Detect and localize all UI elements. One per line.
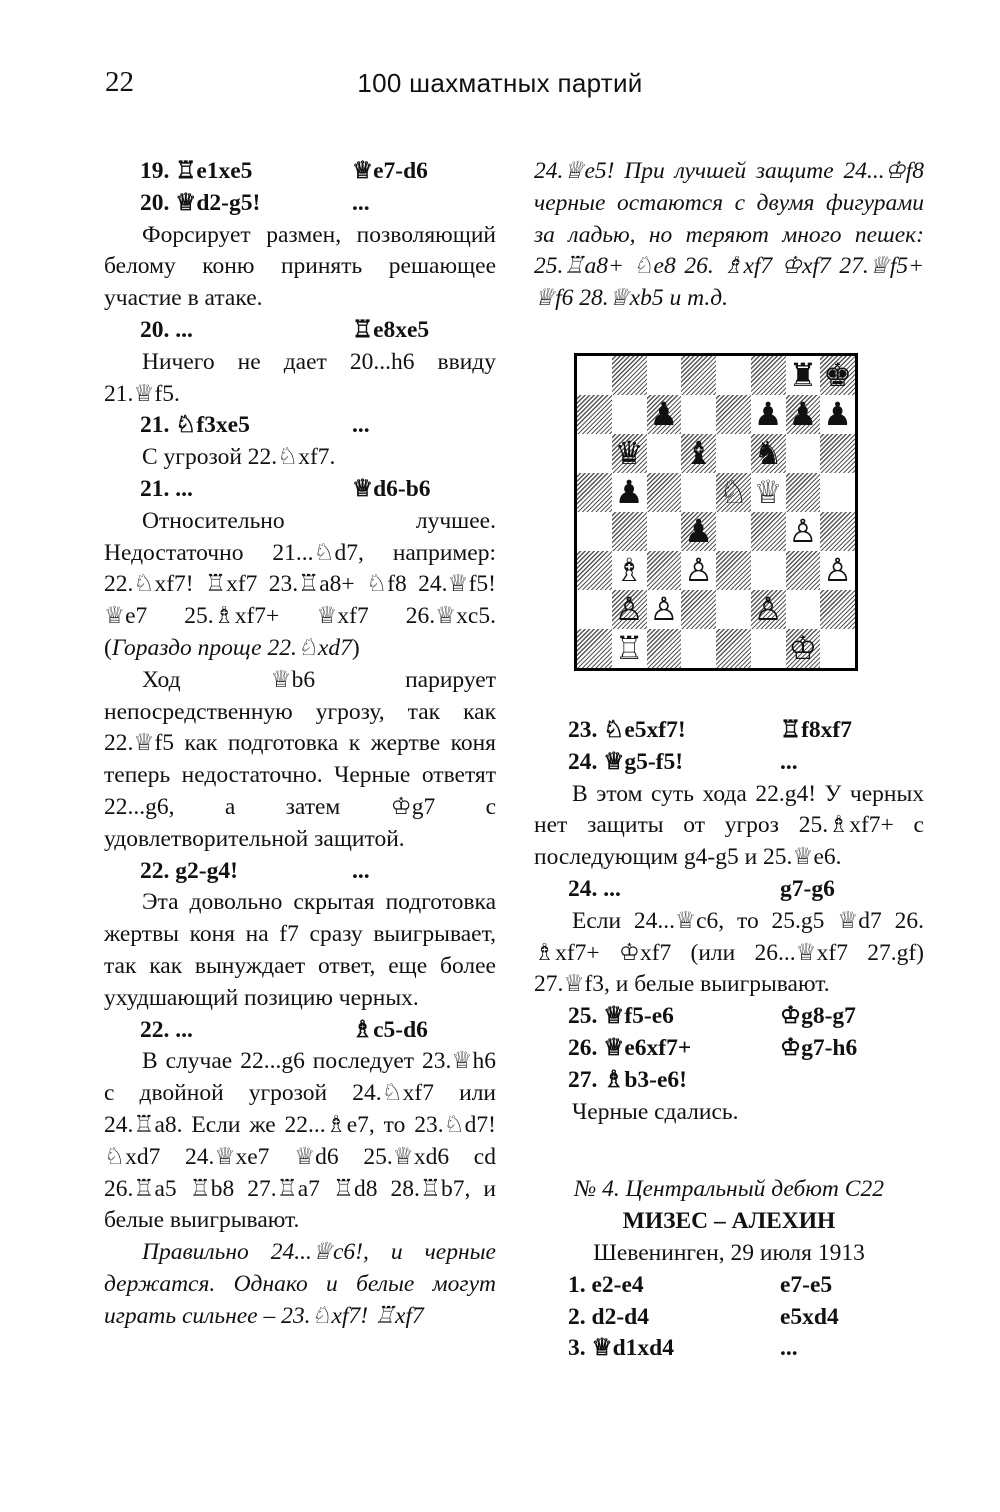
white-move: 22. ... bbox=[140, 1016, 193, 1043]
square-a5 bbox=[577, 473, 612, 512]
black-knight-icon: ♞ bbox=[753, 434, 783, 473]
square-b8 bbox=[612, 356, 647, 395]
move-line bbox=[104, 156, 496, 188]
square-c6 bbox=[647, 434, 682, 473]
game-title: № 4. Центральный дебют C22 bbox=[574, 1176, 884, 1203]
white-rook-icon: ♖ bbox=[614, 629, 644, 668]
square-g2 bbox=[786, 590, 821, 629]
white-move: 24. ♕g5-f5! bbox=[568, 748, 684, 775]
square-b4 bbox=[612, 512, 647, 551]
square-d3 bbox=[681, 551, 716, 590]
square-f1 bbox=[751, 629, 786, 668]
square-c1 bbox=[647, 629, 682, 668]
move-line bbox=[104, 315, 496, 347]
white-move: 3. ♕d1xd4 bbox=[568, 1335, 674, 1362]
black-bishop-icon: ♝ bbox=[684, 434, 713, 473]
white-pawn-icon: ♙ bbox=[788, 512, 818, 551]
square-e5 bbox=[716, 473, 751, 512]
square-a3 bbox=[577, 551, 612, 590]
white-move: 27. ♗b3-e6! bbox=[568, 1066, 687, 1093]
black-pawn-icon: ♟ bbox=[788, 395, 818, 434]
square-h1 bbox=[820, 629, 855, 668]
square-h5 bbox=[820, 473, 855, 512]
square-c3 bbox=[647, 551, 682, 590]
commentary-paragraph-italic: Правильно 24...♕c6!, и черные держатся. Однако и белые могут играть сильнее – 23.♘xf7! ♖xf7 bbox=[104, 1239, 496, 1329]
running-title: 100 шахматных партий bbox=[357, 68, 643, 98]
commentary-paragraph: Черные сдались. bbox=[572, 1098, 739, 1125]
square-f6 bbox=[751, 434, 786, 473]
black-queen-icon: ♛ bbox=[614, 434, 644, 473]
white-move: 20. ♕d2-g5! bbox=[140, 189, 261, 216]
black-pawn-icon: ♟ bbox=[614, 473, 644, 512]
square-d2 bbox=[681, 590, 716, 629]
square-b7 bbox=[612, 395, 647, 434]
square-c4 bbox=[647, 512, 682, 551]
black-move: ♖f8xf7 bbox=[780, 716, 852, 743]
white-move: 25. ♕f5-e6 bbox=[568, 1003, 674, 1030]
white-move: 2. d2-d4 bbox=[568, 1303, 649, 1330]
black-rook-icon: ♜ bbox=[788, 356, 818, 395]
move-line bbox=[534, 1333, 924, 1365]
move-line bbox=[534, 1302, 924, 1334]
square-f4 bbox=[751, 512, 786, 551]
square-h3 bbox=[820, 551, 855, 590]
white-pawn-icon: ♙ bbox=[649, 590, 679, 629]
square-a8 bbox=[577, 356, 612, 395]
square-c7 bbox=[647, 395, 682, 434]
square-b2 bbox=[612, 590, 647, 629]
square-e1 bbox=[716, 629, 751, 668]
square-f8 bbox=[751, 356, 786, 395]
left-column bbox=[104, 156, 496, 1332]
square-e7 bbox=[716, 395, 751, 434]
white-knight-icon: ♘ bbox=[719, 473, 748, 512]
square-a4 bbox=[577, 512, 612, 551]
white-pawn-icon: ♙ bbox=[614, 590, 644, 629]
white-move: 26. ♕e6xf7+ bbox=[568, 1034, 692, 1061]
black-move: ♕d6-b6 bbox=[352, 475, 431, 502]
square-f2 bbox=[751, 590, 786, 629]
square-g3 bbox=[786, 551, 821, 590]
square-f5 bbox=[751, 473, 786, 512]
white-pawn-icon: ♙ bbox=[753, 590, 783, 629]
commentary-paragraph: С угрозой 22.♘xf7. bbox=[142, 444, 336, 471]
commentary-paragraph: Ход ♕b6 парирует непосредственную угрозу, так как 22.♕f5 как подготовка к жертве коня теперь недостаточно. Черные ответят 22...g6, а затем ♔g7 с удовлетворительной защитой. bbox=[104, 666, 496, 852]
square-e2 bbox=[716, 590, 751, 629]
square-a6 bbox=[577, 434, 612, 473]
black-move: ♗c5-d6 bbox=[352, 1016, 428, 1043]
square-g7 bbox=[786, 395, 821, 434]
white-move: 22. g2-g4! bbox=[140, 857, 238, 884]
square-e8 bbox=[716, 356, 751, 395]
square-a7 bbox=[577, 395, 612, 434]
chess-board bbox=[577, 356, 855, 668]
square-g6 bbox=[786, 434, 821, 473]
square-c5 bbox=[647, 473, 682, 512]
square-a1 bbox=[577, 629, 612, 668]
black-pawn-icon: ♟ bbox=[753, 395, 783, 434]
move-line bbox=[534, 1270, 924, 1302]
square-e3 bbox=[716, 551, 751, 590]
black-move: ... bbox=[352, 857, 370, 884]
move-line bbox=[104, 856, 496, 888]
white-pawn-icon: ♙ bbox=[823, 551, 852, 590]
commentary-text: Относительно лучшее. Недостаточно 21...♘d7, например: 22.♘xf7! ♖xf7 23.♖a8+ ♘f8 24.♕f5! ♕e7 25.♗xf7+ ♕xf7 26.♕xc5. ( bbox=[104, 507, 496, 661]
move-line bbox=[104, 1015, 496, 1047]
square-g4 bbox=[786, 512, 821, 551]
square-h8 bbox=[820, 356, 855, 395]
page-header bbox=[0, 66, 1000, 106]
square-e6 bbox=[716, 434, 751, 473]
black-move: e5xd4 bbox=[780, 1303, 839, 1330]
game-place-date: Шевенинген, 29 июля 1913 bbox=[593, 1239, 865, 1266]
game-players: МИЗЕС – АЛЕХИН bbox=[622, 1208, 836, 1235]
commentary-paragraph-italic: 24.♕e5! При лучшей защите 24...♔f8 черные остаются с двумя фигурами за ладью, но теряют много пешек: 25.♖a8+ ♘e8 26. ♗xf7 ♔xf7 27.♕f5+ ♕f6 28.♕xb5 и т.д. bbox=[534, 158, 924, 312]
square-c2 bbox=[647, 590, 682, 629]
move-line bbox=[534, 747, 924, 779]
square-d8 bbox=[681, 356, 716, 395]
black-move: ♕e7-d6 bbox=[352, 158, 428, 184]
commentary-text: ) bbox=[351, 634, 360, 661]
white-move: 23. ♘e5xf7! bbox=[568, 716, 686, 743]
black-king-icon: ♚ bbox=[823, 356, 852, 395]
commentary-paragraph: Если 24...♕c6, то 25.g5 ♕d7 26. ♗xf7+ ♔xf7 (или 26...♕xf7 27.gf) 27.♕f3, и белые выигрывают. bbox=[534, 907, 924, 998]
black-move: ... bbox=[352, 412, 370, 439]
square-g8 bbox=[786, 356, 821, 395]
square-e4 bbox=[716, 512, 751, 551]
black-pawn-icon: ♟ bbox=[823, 395, 852, 434]
square-b1 bbox=[612, 629, 647, 668]
square-g5 bbox=[786, 473, 821, 512]
black-move: g7-g6 bbox=[780, 875, 835, 902]
white-move: 1. e2-e4 bbox=[568, 1271, 644, 1298]
square-h7 bbox=[820, 395, 855, 434]
square-b3 bbox=[612, 551, 647, 590]
commentary-paragraph: В случае 22...g6 последует 23.♕h6 с двойной угрозой 24.♘xf7 или 24.♖a8. Если же 22...♗e7, то 23.♘d7! ♘xd7 24.♕xe7 ♕d6 25.♕xd6 cd 26.♖a5 ♖b8 27.♖a7 ♖d8 28.♖b7, и белые выигрывают. bbox=[104, 1048, 496, 1234]
square-d7 bbox=[681, 395, 716, 434]
move-line bbox=[534, 874, 924, 906]
square-f7 bbox=[751, 395, 786, 434]
white-king-icon: ♔ bbox=[788, 629, 818, 668]
move-line bbox=[104, 410, 496, 442]
black-move: ... bbox=[780, 748, 798, 775]
commentary-paragraph: В этом суть хода 22.g4! У черных нет защиты от угроз 25.♗xf7+ с последующим g4-g5 и 25.♕e6. bbox=[534, 780, 924, 871]
white-move: 24. ... bbox=[568, 875, 621, 902]
black-pawn-icon: ♟ bbox=[649, 395, 679, 434]
square-g1 bbox=[786, 629, 821, 668]
square-d4 bbox=[681, 512, 716, 551]
game-header bbox=[534, 1174, 924, 1269]
square-d6 bbox=[681, 434, 716, 473]
white-move: 20. ... bbox=[140, 316, 193, 343]
black-move: ... bbox=[352, 189, 370, 216]
right-column bbox=[534, 156, 924, 1365]
commentary-paragraph: Ничего не дает 20...h6 ввиду 21.♕f5. bbox=[104, 348, 496, 407]
square-f3 bbox=[751, 551, 786, 590]
commentary-italic: Гораздо проще 22.♘xd7 bbox=[111, 634, 352, 661]
move-line bbox=[104, 474, 496, 506]
square-h6 bbox=[820, 434, 855, 473]
chess-diagram bbox=[574, 353, 858, 671]
square-b5 bbox=[612, 473, 647, 512]
black-pawn-icon: ♟ bbox=[684, 512, 713, 551]
square-h4 bbox=[820, 512, 855, 551]
black-move: ♔g7-h6 bbox=[780, 1034, 858, 1061]
white-pawn-icon: ♙ bbox=[684, 551, 713, 590]
white-move: 19. ♖e1xe5 bbox=[140, 158, 253, 184]
move-line bbox=[534, 1001, 924, 1033]
black-move: ♖e8xe5 bbox=[352, 316, 430, 343]
black-move: e7-e5 bbox=[780, 1271, 833, 1298]
move-line bbox=[534, 715, 924, 747]
move-line bbox=[104, 188, 496, 220]
white-move: 21. ♘f3xe5 bbox=[140, 412, 250, 439]
white-bishop-icon: ♗ bbox=[614, 551, 644, 590]
page-number: 22 bbox=[105, 66, 134, 98]
white-move: 21. ... bbox=[140, 475, 193, 502]
commentary-paragraph: Форсирует размен, позволяющий белому коню принять решающее участие в атаке. bbox=[104, 221, 496, 312]
square-d1 bbox=[681, 629, 716, 668]
commentary-paragraph bbox=[104, 506, 496, 665]
move-line bbox=[534, 1065, 924, 1097]
black-move: ♔g8-g7 bbox=[780, 1003, 856, 1030]
white-queen-icon: ♕ bbox=[753, 473, 783, 512]
black-move: ... bbox=[780, 1335, 798, 1362]
square-a2 bbox=[577, 590, 612, 629]
square-b6 bbox=[612, 434, 647, 473]
move-line bbox=[534, 1033, 924, 1065]
square-h2 bbox=[820, 590, 855, 629]
commentary-paragraph: Эта довольно скрытая подготовка жертвы коня на f7 сразу выигрывает, так как вынуждает ответ, еще более ухудшающий позицию черных. bbox=[104, 889, 496, 1011]
square-c8 bbox=[647, 356, 682, 395]
square-d5 bbox=[681, 473, 716, 512]
